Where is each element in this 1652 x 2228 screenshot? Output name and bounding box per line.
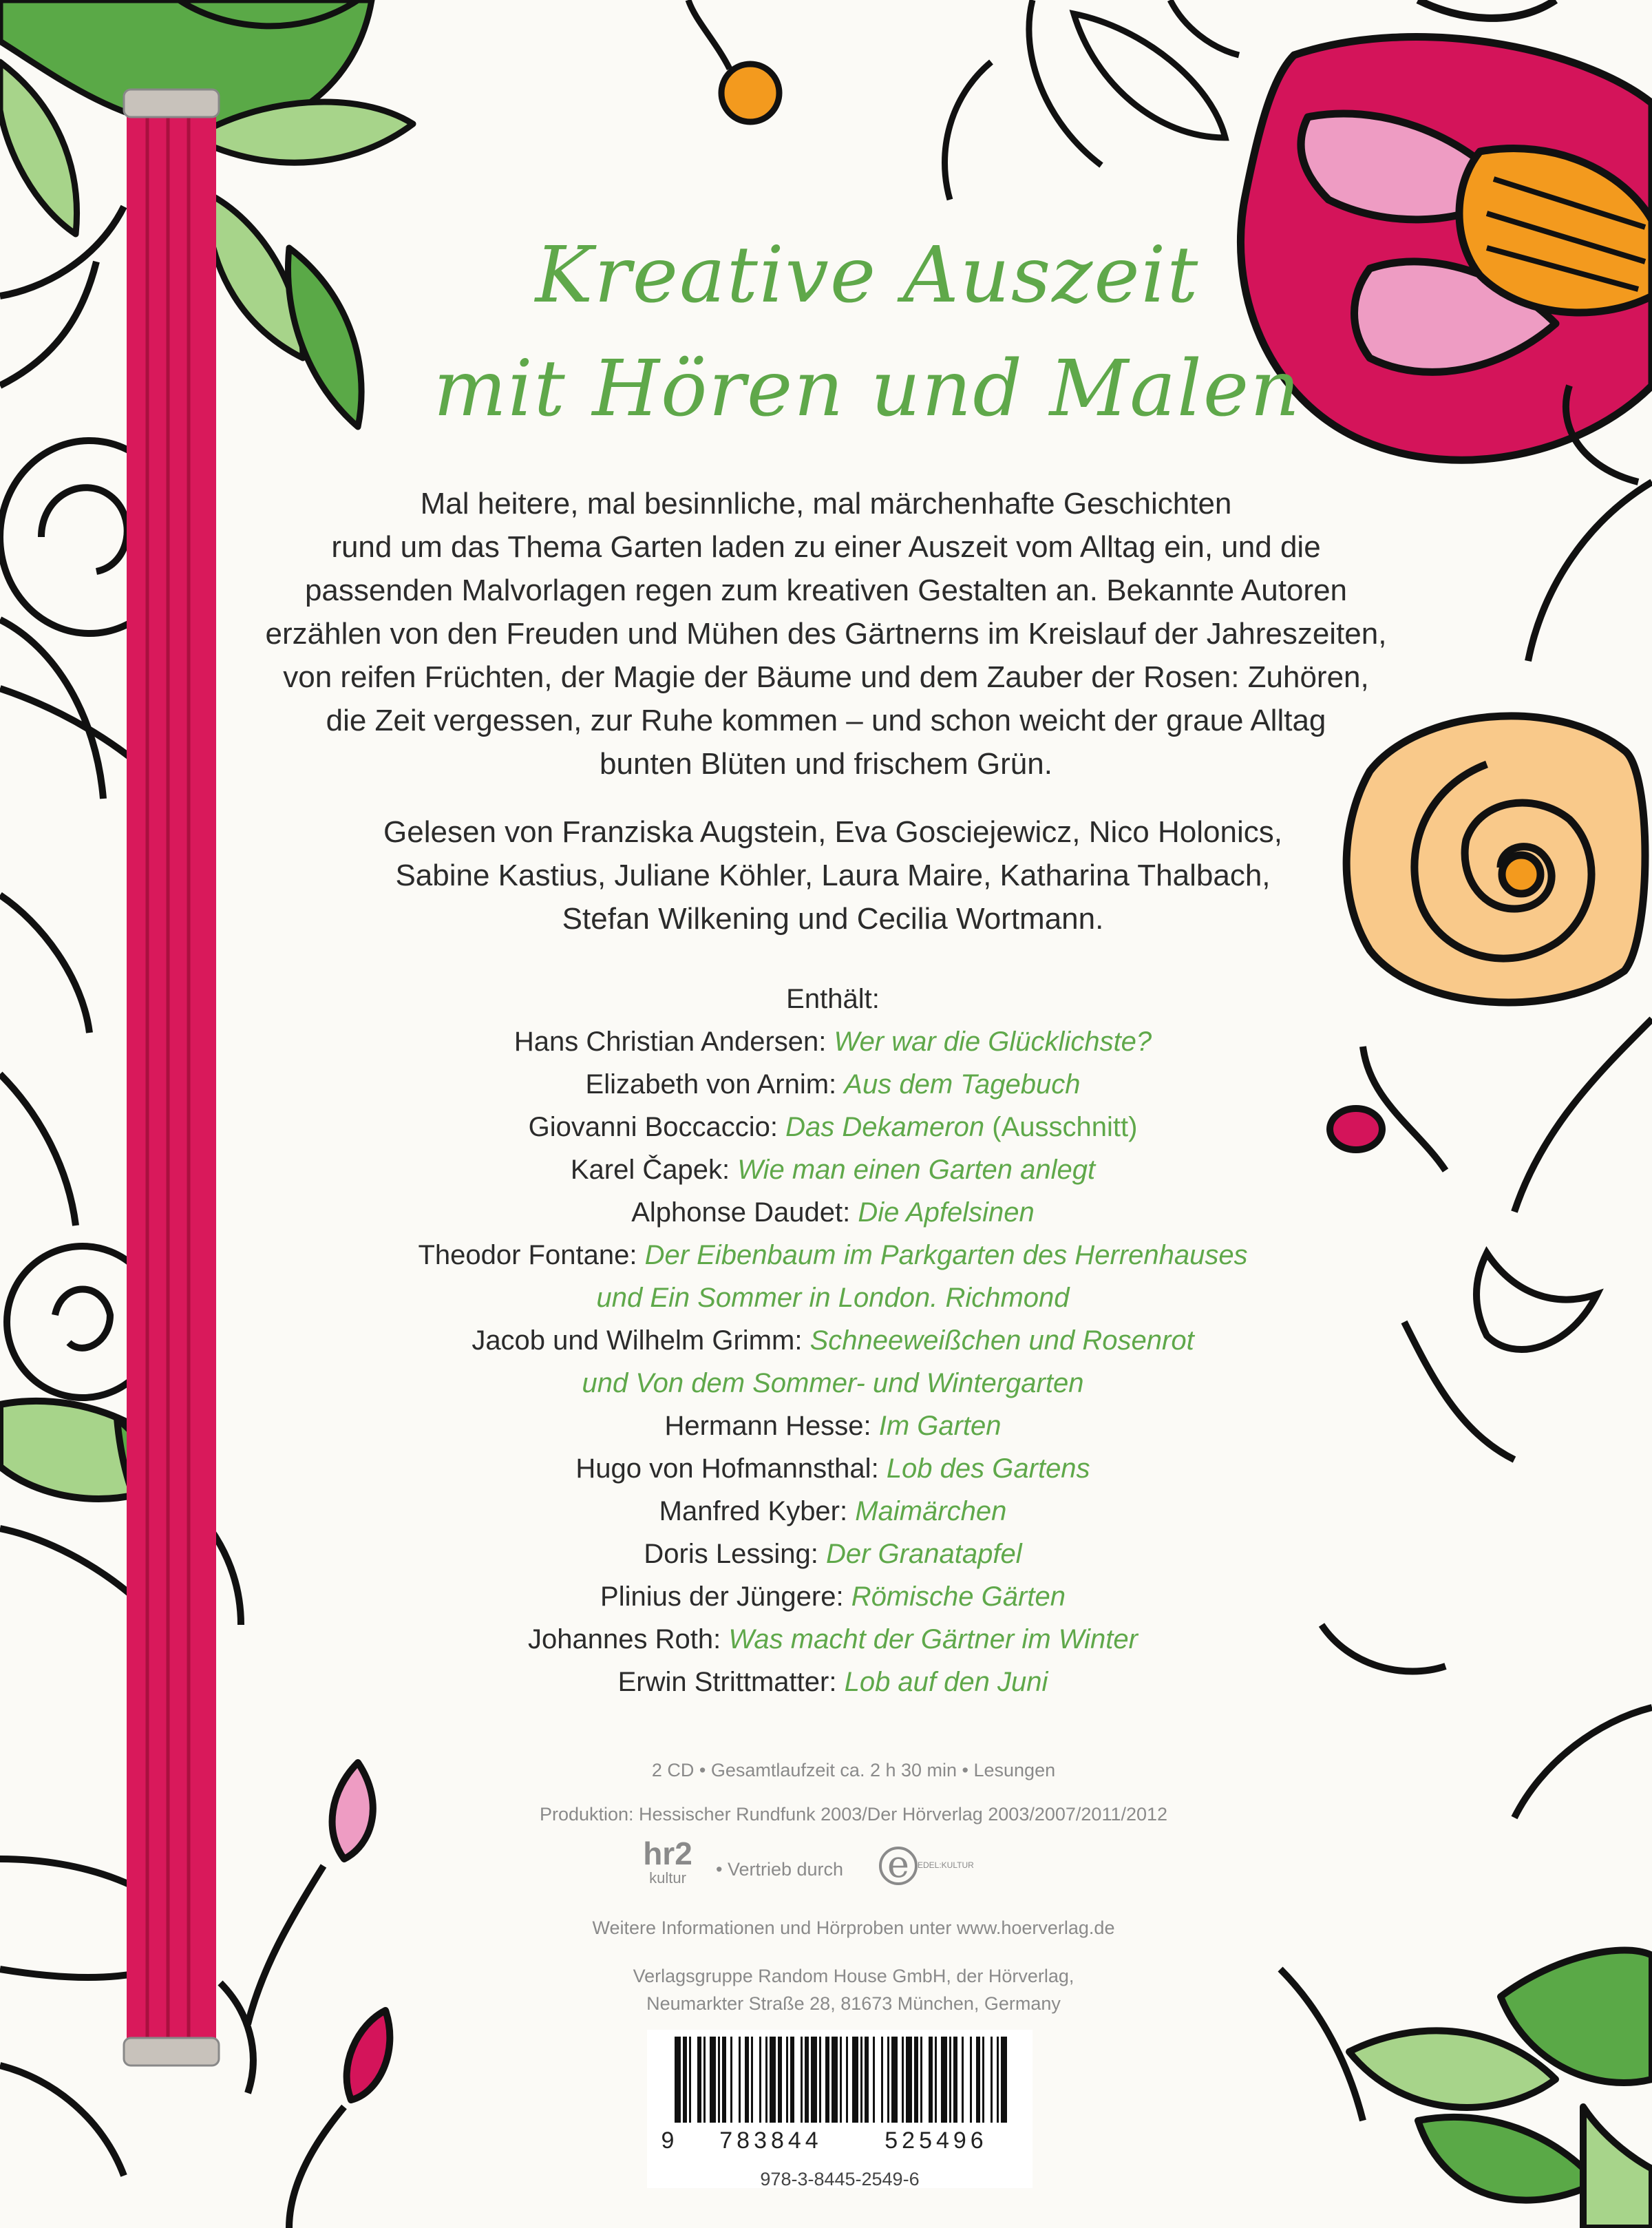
barcode-bar xyxy=(786,2037,788,2123)
barcode-bar xyxy=(929,2037,933,2123)
isbn-number: 978-3-8445-2549-6 xyxy=(760,2169,920,2189)
author: Jacob und Wilhelm Grimm: xyxy=(472,1325,803,1356)
title-line-1: Kreative Auszeit xyxy=(535,231,1200,320)
author: Hermann Hesse: xyxy=(664,1411,871,1441)
barcode-digits xyxy=(647,2127,1032,2154)
description-line: die Zeit vergessen, zur Ruhe kommen – und schon weicht der graue Alltag xyxy=(326,704,1326,737)
distribution-text: • Vertrieb durch xyxy=(716,1859,844,1880)
description-line: rund um das Thema Garten laden zu einer Auszeit vom Alltag ein, und die xyxy=(331,530,1321,564)
author: Plinius der Jüngere: xyxy=(600,1581,844,1612)
work-title: Lob auf den Juni xyxy=(844,1667,1048,1697)
author: Karel Čapek: xyxy=(570,1155,730,1185)
hr2-logo-sub: kultur xyxy=(649,1869,686,1887)
barcode-bar xyxy=(852,2037,858,2123)
author: Alphonse Daudet: xyxy=(631,1197,851,1228)
barcode-bar xyxy=(962,2037,964,2123)
barcode-bar xyxy=(745,2037,749,2123)
readers xyxy=(289,810,1377,940)
barcode-bar xyxy=(920,2037,922,2123)
work-title: und Von dem Sommer- und Wintergarten xyxy=(582,1368,1084,1398)
author: Doris Lessing: xyxy=(644,1539,818,1569)
barcode-area xyxy=(647,2030,1032,2188)
contents-list xyxy=(275,978,1390,1703)
hr2-logo-text: hr2 xyxy=(643,1836,692,1871)
contents-item xyxy=(275,1661,1390,1703)
work-title: Im Garten xyxy=(878,1411,1002,1441)
barcode-bar xyxy=(689,2037,691,2123)
author: Theodor Fontane: xyxy=(418,1240,637,1270)
description-line: passenden Malvorlagen regen zum kreativen Gestalten an. Bekannte Autoren xyxy=(304,574,1348,607)
barcode-bar xyxy=(730,2037,732,2123)
author: Elizabeth von Arnim: xyxy=(585,1069,837,1100)
barcode-bar xyxy=(997,2037,999,2123)
author: Erwin Strittmatter: xyxy=(617,1667,837,1697)
barcode-bar xyxy=(770,2037,776,2123)
author: Hugo von Hofmannsthal: xyxy=(575,1453,879,1484)
publisher-line-1: Verlagsgruppe Random House GmbH, der Hörverlag, xyxy=(633,1966,1074,1986)
barcode-bar xyxy=(860,2037,862,2123)
author: Manfred Kyber: xyxy=(659,1496,848,1526)
contents-item xyxy=(275,1276,1390,1319)
barcode-bar xyxy=(801,2037,803,2123)
production-info: Produktion: Hessischer Rundfunk 2003/Der Hörverlag 2003/2007/2011/2012 xyxy=(539,1804,1168,1825)
barcode-bar xyxy=(891,2037,898,2123)
left-pink-buds xyxy=(220,1763,390,2228)
barcode-bar xyxy=(790,2037,794,2123)
contents-item xyxy=(275,1063,1390,1106)
contents-item xyxy=(275,1020,1390,1063)
barcode-bar xyxy=(935,2037,937,2123)
barcode-bar xyxy=(991,2037,993,2123)
description-line: von reifen Früchten, der Magie der Bäume und dem Zauber der Rosen: Zuhören, xyxy=(283,660,1369,694)
barcode-bar xyxy=(941,2037,947,2123)
description-line: bunten Blüten und frischem Grün. xyxy=(600,747,1052,781)
work-title: Der Granatapfel xyxy=(825,1539,1022,1569)
barcode-bar xyxy=(759,2037,761,2123)
barcode-bar xyxy=(914,2037,918,2123)
work-title: Wer war die Glücklichste? xyxy=(834,1027,1152,1057)
top-center-leaves xyxy=(945,0,1240,200)
contents-heading: Enthält: xyxy=(786,984,880,1014)
contents-item xyxy=(275,1447,1390,1490)
readers-line: Gelesen von Franziska Augstein, Eva Gosciejewicz, Nico Holonics, xyxy=(383,815,1282,849)
more-info: Weitere Informationen und Hörproben unter www.hoerverlag.de xyxy=(592,1917,1115,1938)
edel-logo-letter: e xyxy=(887,1842,909,1886)
contents-item xyxy=(275,1618,1390,1661)
contents-item xyxy=(275,1533,1390,1575)
title-line-2: mit Hören und Malen xyxy=(433,344,1302,434)
work-title: Maimärchen xyxy=(855,1496,1007,1526)
barcode-bar xyxy=(703,2037,706,2123)
barcode-lead-digit: 9 xyxy=(661,2127,675,2154)
readers-line: Sabine Kastius, Juliane Köhler, Laura Maire, Katharina Thalbach, xyxy=(395,859,1271,892)
description-line: erzählen von den Freuden und Mühen des Gärtnerns im Kreislauf der Jahreszeiten, xyxy=(265,617,1387,651)
contents-item xyxy=(275,1490,1390,1533)
barcode-group-1: 783844 xyxy=(719,2127,823,2154)
readers-line: Stefan Wilkening und Cecilia Wortmann. xyxy=(562,902,1104,936)
work-suffix: (Ausschnitt) xyxy=(992,1112,1138,1142)
barcode-group-2: 525496 xyxy=(885,2127,988,2154)
barcode-bar xyxy=(865,2037,869,2123)
work-title: Lob des Gartens xyxy=(886,1453,1090,1484)
work-title: Römische Gärten xyxy=(851,1581,1066,1612)
work-title: Schneeweißchen und Rosenrot xyxy=(809,1325,1194,1356)
contents-item xyxy=(275,1319,1390,1362)
work-title: Was macht der Gärtner im Winter xyxy=(728,1624,1138,1654)
barcode-bar xyxy=(902,2037,904,2123)
barcode-bar xyxy=(819,2037,821,2123)
format-info: 2 CD • Gesamtlaufzeit ca. 2 h 30 min • Lesungen xyxy=(651,1760,1056,1780)
barcode-bar xyxy=(881,2037,883,2123)
barcode-bar xyxy=(873,2037,875,2123)
barcode-bar xyxy=(722,2037,726,2123)
barcode-bar xyxy=(949,2037,951,2123)
barcode-bar xyxy=(832,2037,838,2123)
barcode-bar xyxy=(970,2037,972,2123)
author: Johannes Roth: xyxy=(528,1624,721,1654)
right-lower-leaves xyxy=(1280,1625,1652,2228)
author: Giovanni Boccaccio: xyxy=(528,1112,778,1142)
barcode-bar xyxy=(811,2037,817,2123)
contents-item xyxy=(275,1148,1390,1191)
author: Hans Christian Andersen: xyxy=(513,1027,827,1057)
work-title: Wie man einen Garten anlegt xyxy=(737,1155,1096,1185)
work-title: Das Dekameron xyxy=(785,1112,985,1142)
hr2-logo xyxy=(640,1837,695,1887)
barcode-bar xyxy=(697,2037,701,2123)
barcode-bar xyxy=(710,2037,716,2123)
work-title: und Ein Sommer in London. Richmond xyxy=(596,1283,1070,1313)
contents-item xyxy=(275,1405,1390,1447)
barcode-bar xyxy=(976,2037,980,2123)
work-title: Die Apfelsinen xyxy=(858,1197,1035,1228)
description xyxy=(206,482,1446,786)
contents-item xyxy=(275,1191,1390,1234)
barcode-bar xyxy=(778,2037,782,2123)
barcode-bar xyxy=(683,2037,687,2123)
contents-item xyxy=(275,1106,1390,1148)
barcode-bar xyxy=(825,2037,829,2123)
elastic-band xyxy=(124,90,219,2066)
barcode-bar xyxy=(1001,2037,1007,2123)
barcode-bar xyxy=(739,2037,741,2123)
publisher-line-2: Neumarkter Straße 28, 81673 München, Germany xyxy=(646,1993,1061,2014)
barcode-bar xyxy=(805,2037,809,2123)
description-line: Mal heitere, mal besinnliche, mal märchenhafte Geschichten xyxy=(420,487,1232,521)
barcode-bar xyxy=(906,2037,912,2123)
barcode-bar xyxy=(718,2037,720,2123)
barcode-bar xyxy=(751,2037,753,2123)
barcode-bar xyxy=(887,2037,889,2123)
contents-item xyxy=(275,1575,1390,1618)
barcode-bar xyxy=(765,2037,767,2123)
work-title: Aus dem Tagebuch xyxy=(844,1069,1081,1100)
barcode-bar xyxy=(840,2037,842,2123)
contents-item xyxy=(275,1234,1390,1276)
orange-bud xyxy=(688,0,779,122)
barcode-bar xyxy=(846,2037,848,2123)
work-title: Der Eibenbaum im Parkgarten des Herrenhauses xyxy=(644,1240,1248,1270)
barcode xyxy=(647,2030,1032,2126)
barcode-bar xyxy=(675,2037,681,2123)
edel-logo-sub: EDEL:KULTUR xyxy=(918,1860,974,1870)
contents-item xyxy=(275,1362,1390,1405)
edel-logo xyxy=(878,1838,974,1893)
barcode-bar xyxy=(953,2037,957,2123)
barcode-bar xyxy=(982,2037,984,2123)
